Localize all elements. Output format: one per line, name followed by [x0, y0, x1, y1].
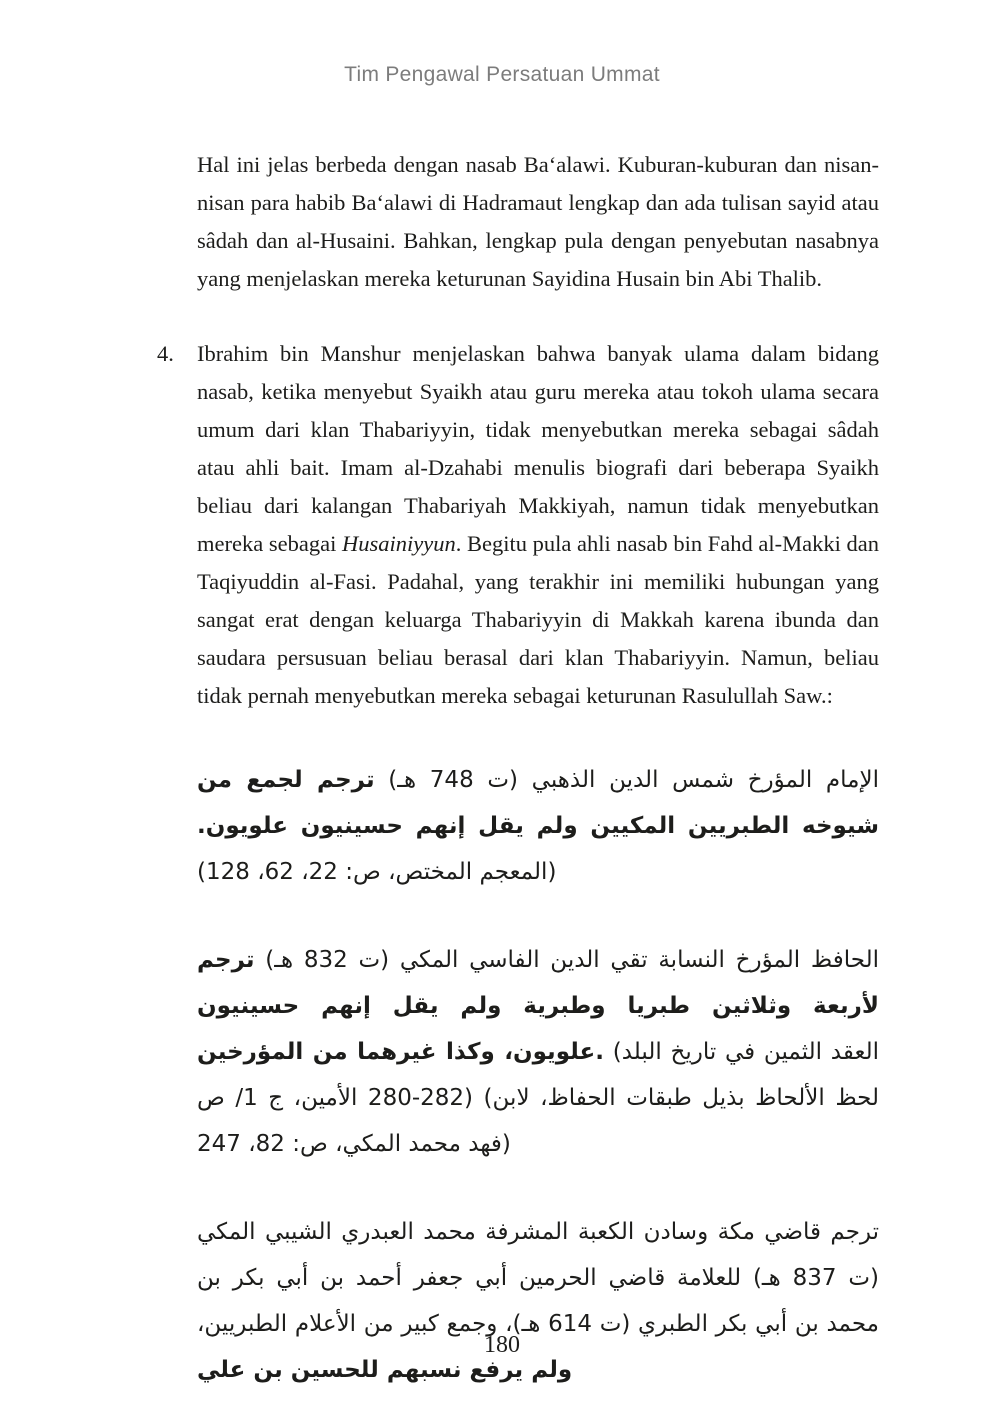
running-head: Tim Pengawal Persatuan Ummat [344, 63, 660, 86]
text-segment: ترجم قاضي مكة وسادن الكعبة المشرفة محمد العبدري الشيبي المكي (ت 837 هـ) للعلامة قاضي الحرمين أبي جعفر أحمد بن أبي بكر بن محمد بن أبي بكر الطبري (ت 614 هـ)، وجمع كبير من الأعلام الطبريين، [197, 1219, 880, 1337]
list-item-number: 4. [157, 341, 174, 366]
text-segment: Husainiyyun [341, 531, 456, 556]
text-segment: الحافظ المؤرخ النسابة تقي الدين الفاسي المكي (ت 832 هـ) [254, 947, 879, 973]
page-number: 180 [484, 1332, 520, 1358]
paragraph-continuation: Hal ini jelas berbeda dengan nasab Ba‘alawi. Kuburan-kuburan dan nisan-nisan para habib Ba‘alawi di Hadramaut lengkap dan ada tulisan sayid atau sâdah dan al-Husaini. Bahkan, lengkap pula dengan penyebutan nasabnya yang menjelaskan mereka keturunan Sayidina Husain bin Abi Thalib. [197, 152, 879, 291]
numbered-list-item-4 [157, 335, 879, 715]
arabic-quote-dzahabi [197, 757, 879, 895]
list-item-text [197, 335, 879, 715]
arabic-quote-shaybi [197, 1209, 879, 1393]
text-segment: (المعجم المختص، ص: 22، 62، 128) [197, 859, 557, 885]
text-segment: ترجم لأربعة وثلاثين طبريا وطبرية ولم يقل إنهم حسينيون علويون، وكذا غيرهما من المؤرخين. [197, 947, 879, 1065]
text-segment: Ibrahim bin Manshur menjelaskan bahwa banyak ulama dalam bidang nasab, ketika menyebut Syaikh atau guru mereka atau tokoh ulama secara umum dari klan Thabariyyin, tidak menyebutkan mereka sebagai sâdah atau ahli bait. Imam al-Dzahabi menulis biografi dari beberapa Syaikh beliau dari kalangan Thabariyah Makkiyah, namun tidak menyebutkan mereka sebagai [197, 341, 879, 556]
page-content [157, 146, 880, 1393]
text-segment: . Begitu pula ahli nasab bin Fahd al-Makki dan Taqiyuddin al-Fasi. Padahal, yang terakhir ini memiliki hubungan yang sangat erat dengan keluarga Thabariyyin di Makkah karena ibunda dan saudara persusuan beliau berasal dari klan Thabariyyin. Namun, beliau tidak pernah menyebutkan mereka sebagai keturunan Rasulullah Saw.: [197, 531, 879, 708]
text-segment: ترجم لجمع من شيوخه الطبريين المكيين ولم يقل إنهم حسينيون علويون. [197, 767, 879, 839]
text-segment: ولم يرفع نسبهم للحسين بن علي [197, 1357, 573, 1383]
text-segment: (العقد الثمين في تاريخ البلد الأمين، ج 1/ ص ‎280-282‎) (لحظ الألحاظ بذيل طبقات الحفاظ، لابن فهد محمد المكي، ص: 82، 247) [197, 1039, 880, 1157]
text-segment: الإمام المؤرخ شمس الدين الذهبي (ت 748 هـ) [374, 767, 879, 793]
arabic-quote-fasi [197, 937, 879, 1167]
